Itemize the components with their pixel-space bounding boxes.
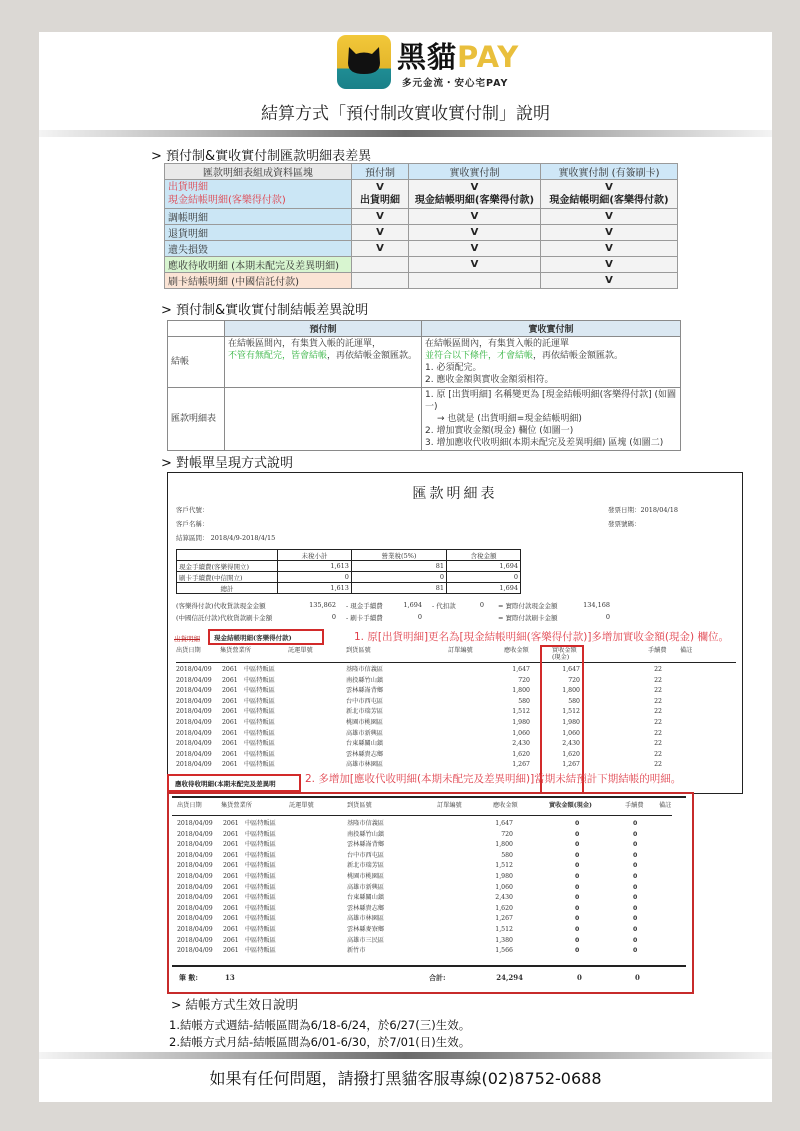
cell: 2018/04/09 xyxy=(177,830,213,838)
logo-wordmark xyxy=(397,42,519,72)
cell: 新北市瑞芳區 xyxy=(347,862,385,870)
document-page xyxy=(39,32,772,1102)
table-row xyxy=(177,925,687,936)
cell: 高雄市新興區 xyxy=(346,729,384,737)
cell: 2061 xyxy=(222,708,238,716)
col-header: 預付制 xyxy=(352,164,409,180)
cell: 中區特販區 xyxy=(245,830,276,838)
cell: 中區特販區 xyxy=(245,820,276,827)
cell: 0 xyxy=(633,820,638,827)
cell: 2061 xyxy=(223,820,239,827)
cell: 2061 xyxy=(223,830,239,838)
section4-heading: > 結帳方式生效日說明 xyxy=(171,997,298,1012)
settlement-table xyxy=(167,320,681,451)
cell: 1,060 xyxy=(512,729,530,737)
section3-heading: > 對帳單呈現方式說明 xyxy=(161,456,294,471)
cell: 0 xyxy=(633,925,638,933)
cell: 1,267 xyxy=(495,915,513,923)
cell: 0 xyxy=(633,894,638,902)
cell: 1,800 xyxy=(495,841,513,849)
cell: 2018/04/09 xyxy=(177,894,213,902)
cell: 中區特販區 xyxy=(244,676,275,684)
pending-header: 出貨日期 集貨營業所 託運單號 到貨區號 訂單編號 應收金額 實收金額(現金) 手續費 備註 xyxy=(177,802,672,809)
cell: 2061 xyxy=(222,761,238,769)
table-row xyxy=(177,946,687,957)
cell: 中區特販區 xyxy=(245,851,276,859)
cell: 1,512 xyxy=(495,862,513,870)
col-header: 實收實付制 (有簽刷卡) xyxy=(541,164,678,180)
pending-statement xyxy=(167,792,694,994)
cell: 2018/04/09 xyxy=(176,718,212,726)
cell: 2,430 xyxy=(495,894,513,902)
contact-line: 如果有任何問題，請撥打黑貓客服專線(02)8752-0688 xyxy=(209,1069,602,1088)
cell: 2018/04/09 xyxy=(177,820,213,827)
table-row: 應收待收明細 (本期未配完及差異明細) V V xyxy=(165,257,678,273)
remittance-statement: 匯款明細表 客戶代號： 客戶名稱： 結算區間： 2018/4/9-2018/4/15 發票日期：2018/04/18 發票號碼： 未稅小計 營業稅(5%) 含稅金額 現金手續費(客樂得開立) 1,613 81 1,694 刷卡手續費(中信開立) 0 0 0 總計 1,613 81 1,694 (客樂得付款)代收貨款現金金額 135,862 - 現金手續費 1,694 - 代扣款 0 = 實際付款現金金額 134,168 (中國信託付款)代收貨款刷卡金額 0 - 刷卡手續費 0 = 實際付款刷卡金額 0 出貨明細 現金結帳明細(客樂得付款) 出貨日期 集貨營業所 託運單號 到貨區號 訂單編號 應收金額 實收金額(現金) 手續費 備註 2018/04/09 2061 中區特販區 基隆市信義區 1,647 1,647 22 2018/04/09 2061 中區特販區 南投縣竹山鎮 720 720 22 2018/04/09 2061 中區特販區 雲林縣崙背鄉 1,800 1,800 22 2018/04/09 2061 中區特販區 台中市西屯區 580 580 22 2018/04/09 2061 中區特販區 新北市瑞芳區 1,512 1,512 22 2018/04/09 2061 中區特販區 桃園市桃園區 1,980 1,980 22 2018/04/09 2061 中區特販區 高雄市新興區 1,060 1,060 22 2018/04/09 2061 中區特販區 台東縣關山鎮 2,430 2,430 22 2018/04/09 2061 中區特販區 雲林縣貴志鄉 1,620 1,620 22 2018/04/09 2061 中區特販區 高雄市林園區 1,267 1,267 22 xyxy=(167,472,743,794)
cell: 中區特販區 xyxy=(245,894,276,902)
invoice-number-label: 發票號碼： xyxy=(608,520,641,528)
cell: 基隆市信義區 xyxy=(347,820,385,827)
cell: 台中市西屯區 xyxy=(347,851,385,859)
cell: 0 xyxy=(575,936,580,944)
cell: 新竹市 xyxy=(347,947,366,955)
customer-code-label: 客戶代號： xyxy=(176,506,209,514)
cell: 中區特販區 xyxy=(245,925,276,933)
cell: 基隆市信義區 xyxy=(346,666,384,673)
cell: 0 xyxy=(633,904,638,912)
fee-table: 未稅小計 營業稅(5%) 含稅金額 現金手續費(客樂得開立) 1,613 81 1,694 刷卡手續費(中信開立) 0 0 0 總計 1,613 81 1,694 xyxy=(176,549,521,594)
effective-date-monthly: 2.結帳方式月結-結帳區間為6/01-6/30，於7/01(日)生效。 xyxy=(169,1035,471,1049)
count-label: 筆 數: xyxy=(179,973,199,982)
cell: 1,620 xyxy=(562,750,580,758)
detail-header: 出貨日期 集貨營業所 託運單號 到貨區號 訂單編號 應收金額 實收金額(現金) 手續費 備註 xyxy=(176,647,693,661)
cell: 0 xyxy=(575,904,580,912)
cell: 中區特販區 xyxy=(244,750,275,758)
cell: 0 xyxy=(575,883,580,891)
cell: 580 xyxy=(518,697,530,705)
cell: 0 xyxy=(633,883,638,891)
cell: 0 xyxy=(633,841,638,849)
cell: 高雄市新興區 xyxy=(347,883,385,891)
pending-rows xyxy=(177,819,687,957)
cell: 2061 xyxy=(222,718,238,726)
table-row xyxy=(176,750,736,761)
table-row: 退貨明細 V V V xyxy=(165,225,678,241)
cell: 雲林縣崙背鄉 xyxy=(347,841,385,849)
cell: 2061 xyxy=(223,904,239,912)
cell: 2018/04/09 xyxy=(176,761,212,769)
cell: 22 xyxy=(654,697,662,705)
cell: 22 xyxy=(654,729,662,737)
cell: 2018/04/09 xyxy=(177,883,213,891)
page-title: 結算方式「預付制改實收實付制」說明 xyxy=(261,104,550,124)
cell: 2018/04/09 xyxy=(176,729,212,737)
cell: 1,800 xyxy=(512,687,530,695)
cell: 2018/04/09 xyxy=(176,708,212,716)
cell: 2061 xyxy=(223,947,239,955)
note-1: 1. 原[出貨明細]更名為[現金結帳明細(客樂得付款)]多增加實收金額(現金) 欄位。 xyxy=(354,631,729,643)
cell: 桃園市桃園區 xyxy=(346,718,384,726)
cell: 台東縣關山鎮 xyxy=(347,894,385,902)
cell: 中區特販區 xyxy=(244,718,275,726)
cell: 高雄市林園區 xyxy=(346,761,384,769)
difference-table xyxy=(164,163,678,289)
cell: 2018/04/09 xyxy=(176,676,212,684)
cell: 0 xyxy=(575,862,580,870)
cell: 桃園市桃園區 xyxy=(347,872,385,880)
table-row xyxy=(177,819,687,830)
cell: 0 xyxy=(575,915,580,923)
cell: 0 xyxy=(633,915,638,923)
pending-title-box: 應收待收明細(本期未配完及差異明 xyxy=(167,774,301,792)
cell: 2061 xyxy=(223,925,239,933)
cell: 2018/04/09 xyxy=(177,904,213,912)
row-label: 出貨明細 現金結帳明細(客樂得付款) xyxy=(165,180,352,209)
cell: 720 xyxy=(568,676,580,684)
cell: 中區特販區 xyxy=(244,761,275,769)
cell: 2061 xyxy=(222,697,238,705)
cell: 0 xyxy=(633,936,638,944)
table-row xyxy=(176,739,736,750)
cell: 2018/04/09 xyxy=(176,750,212,758)
section1-heading: > 預付制&實收實付制匯款明細表差異 xyxy=(151,149,372,164)
cell: 0 xyxy=(633,830,638,838)
cell: 2018/04/09 xyxy=(177,947,213,955)
cell: 2061 xyxy=(222,676,238,684)
cell: 中區特販區 xyxy=(244,666,275,673)
total-label: 合計: xyxy=(429,973,446,982)
table-row xyxy=(177,840,687,851)
customer-name-label: 客戶名稱： xyxy=(176,520,209,528)
table-row: 調帳明細 V V V xyxy=(165,209,678,225)
cell: 中區特販區 xyxy=(245,915,276,923)
cell: 中區特販區 xyxy=(245,841,276,849)
corner-cell xyxy=(168,321,225,337)
cell: 中區特販區 xyxy=(245,947,276,955)
pending-totals xyxy=(179,973,684,983)
period-label: 結算區間： xyxy=(176,534,209,542)
cell: 2018/04/09 xyxy=(177,872,213,880)
cell: 2018/04/09 xyxy=(177,915,213,923)
note-2: 2. 多增加[應收代收明細(本期未配完及差異明細)]當期未結預計下期結帳的明細。 xyxy=(305,773,682,785)
cell: 2,430 xyxy=(512,740,530,748)
cell: 中區特販區 xyxy=(244,687,275,695)
cell: 580 xyxy=(568,697,580,705)
cell: 1,380 xyxy=(495,936,513,944)
table-row xyxy=(176,718,736,729)
struck-label: 出貨明細 xyxy=(174,635,200,643)
statement-title: 匯款明細表 xyxy=(412,486,498,502)
cell: 2061 xyxy=(223,872,239,880)
cell: 中區特販區 xyxy=(244,697,275,705)
cell: 2018/04/09 xyxy=(177,925,213,933)
cell: 0 xyxy=(575,947,580,955)
cell: 22 xyxy=(654,718,662,726)
cell: 2061 xyxy=(222,666,238,673)
cell: 2061 xyxy=(222,740,238,748)
col-header: 匯款明細表組成資料區塊 xyxy=(165,164,352,180)
effective-date-weekly: 1.結帳方式週結-結帳區間為6/18-6/24，於6/27(三)生效。 xyxy=(169,1018,471,1032)
cell: 0 xyxy=(575,820,580,827)
cell: 2018/04/09 xyxy=(177,862,213,870)
table-row xyxy=(177,936,687,947)
cell: 2061 xyxy=(223,936,239,944)
cell: 1,566 xyxy=(495,947,513,955)
table-row xyxy=(177,861,687,872)
table-row xyxy=(176,686,736,697)
cell: 2018/04/09 xyxy=(176,740,212,748)
cell: 1,267 xyxy=(512,761,530,769)
logo-brand-en: PAY xyxy=(457,40,520,74)
cell: 高雄市三民區 xyxy=(347,936,385,944)
table-row xyxy=(176,665,736,676)
cell: 中區特販區 xyxy=(245,883,276,891)
cell: 雲林縣貴志鄉 xyxy=(346,750,384,758)
cell: 22 xyxy=(654,676,662,684)
table-row xyxy=(176,697,736,708)
table-row xyxy=(177,872,687,883)
cell: 中區特販區 xyxy=(244,729,275,737)
cell: 1,060 xyxy=(495,883,513,891)
cell: 1,647 xyxy=(495,820,513,827)
table-row xyxy=(177,851,687,862)
cell: 1,980 xyxy=(495,872,513,880)
section2-heading: > 預付制&實收實付制結帳差異說明 xyxy=(161,303,369,318)
cell: 22 xyxy=(654,740,662,748)
cell: 1,620 xyxy=(512,750,530,758)
cell: 中區特販區 xyxy=(245,862,276,870)
table-row xyxy=(177,830,687,841)
table-row xyxy=(177,893,687,904)
total-amount: 24,294 xyxy=(496,973,523,982)
summary-line-cash: (客樂得付款)代收貨款現金金額 135,862 - 現金手續費 1,694 - 代扣款 0 = 實際付款現金金額 134,168 xyxy=(176,601,610,610)
table-row xyxy=(176,707,736,718)
cell: 2018/04/09 xyxy=(177,936,213,944)
cell: 0 xyxy=(575,830,580,838)
cell: 雲林縣麥寮鄉 xyxy=(347,925,385,933)
col-header: 實收實付制 xyxy=(422,321,681,337)
total-fee: 0 xyxy=(635,973,640,982)
cell: 2018/04/09 xyxy=(177,841,213,849)
cell: 2061 xyxy=(223,915,239,923)
total-actual: 0 xyxy=(577,973,582,982)
table-row: 匯款明細表 1. 原 [出貨明細] 名稱變更為 [現金結帳明細(客樂得付款] (如圖一) → 也就是 (出貨明細=現金結帳明細) 2. 增加實收金額(現金) 欄位 (如圖一) 3. 增加應收代收明細(本期未配完及差異明細) 區塊 (如圖二) xyxy=(168,388,681,451)
summary-line-card: (中國信託付款)代收貨款刷卡金額 0 - 刷卡手續費 0 = 實際付款刷卡金額 0 xyxy=(176,613,610,622)
cell: 1,512 xyxy=(562,708,580,716)
table-row xyxy=(176,760,736,771)
cell: 1,267 xyxy=(562,761,580,769)
cat-icon xyxy=(346,45,382,75)
cell: 22 xyxy=(654,708,662,716)
cell: 高雄市林園區 xyxy=(347,915,385,923)
logo-icon xyxy=(337,35,391,89)
table-row: 結帳 在結帳區間內，有集貨入帳的託運單， 不管有無配完，皆會結帳，再依結帳金額匯款。 在結帳區間內，有集貨入帳的託運單 並符合以下條件，才會結帳，再依結帳金額匯款。 1. 必須配完。 2. 應收金額與實收金額須相符。 xyxy=(168,337,681,388)
cell: 720 xyxy=(501,830,513,838)
table-row: 刷卡結帳明細 (中國信託付款) V xyxy=(165,273,678,289)
divider xyxy=(39,130,772,137)
cell: 1,620 xyxy=(495,904,513,912)
cell: 1,060 xyxy=(562,729,580,737)
cell: 台東縣關山鎮 xyxy=(346,740,384,748)
logo-brand-cn: 黑貓 xyxy=(397,40,458,74)
cell: 2061 xyxy=(223,841,239,849)
table-row xyxy=(176,729,736,740)
cell: 1,980 xyxy=(512,718,530,726)
cell: 0 xyxy=(575,841,580,849)
detail-rows xyxy=(176,665,736,771)
cell: 1,647 xyxy=(512,666,530,673)
cell: 22 xyxy=(654,666,662,673)
table-row xyxy=(177,883,687,894)
cell: 0 xyxy=(575,894,580,902)
cell: 中區特販區 xyxy=(244,740,275,748)
cell: 22 xyxy=(654,750,662,758)
cell: 2018/04/09 xyxy=(177,851,213,859)
cell: 2061 xyxy=(223,883,239,891)
cell: 0 xyxy=(633,947,638,955)
cell: 中區特販區 xyxy=(245,936,276,944)
cell: 台中市西屯區 xyxy=(346,697,384,705)
cell: 2018/04/09 xyxy=(176,687,212,695)
table-row xyxy=(176,676,736,687)
cell: 2018/04/09 xyxy=(176,697,212,705)
invoice-date: 2018/04/18 xyxy=(640,506,678,514)
table-row xyxy=(177,914,687,925)
table-row: 出貨明細 現金結帳明細(客樂得付款) V 出貨明細 V 現金結帳明細(客樂得付款) V 現金結帳明細(客樂得付款) xyxy=(165,180,678,209)
cell: 雲林縣崙背鄉 xyxy=(346,687,384,695)
cell: 580 xyxy=(501,851,513,859)
cell: 2061 xyxy=(223,894,239,902)
cell: 22 xyxy=(654,761,662,769)
logo-tagline: 多元金流・安心宅PAY xyxy=(402,78,509,89)
cell: 2061 xyxy=(222,750,238,758)
cell: 0 xyxy=(575,851,580,859)
cell: 720 xyxy=(518,676,530,684)
cell: 22 xyxy=(654,687,662,695)
cell: 中區特販區 xyxy=(245,872,276,880)
cell: 2061 xyxy=(223,851,239,859)
divider xyxy=(39,1052,772,1059)
cell: 0 xyxy=(575,925,580,933)
cell: 0 xyxy=(633,851,638,859)
cell: 2,430 xyxy=(562,740,580,748)
cell: 1,980 xyxy=(562,718,580,726)
table-row: 遺失損毀 V V V xyxy=(165,241,678,257)
cell: 2061 xyxy=(222,729,238,737)
period-value: 2018/4/9-2018/4/15 xyxy=(210,534,276,542)
cell: 0 xyxy=(575,872,580,880)
cell: 1,512 xyxy=(512,708,530,716)
cell: 0 xyxy=(633,872,638,880)
cell: 中區特販區 xyxy=(245,904,276,912)
cell: 2061 xyxy=(222,687,238,695)
cell: 1,512 xyxy=(495,925,513,933)
cell: 0 xyxy=(633,862,638,870)
cell: 2061 xyxy=(223,862,239,870)
col-header: 實收實付制 xyxy=(409,164,541,180)
cell: 中區特販區 xyxy=(244,708,275,716)
cell: 南投縣竹山鎮 xyxy=(347,830,385,838)
table-row xyxy=(177,904,687,915)
renamed-highlight-box: 現金結帳明細(客樂得付款) xyxy=(208,629,324,645)
cell: 1,647 xyxy=(562,666,580,673)
col-header: 預付制 xyxy=(225,321,422,337)
cell: 南投縣竹山鎮 xyxy=(346,676,384,684)
cell: 雲林縣貴志鄉 xyxy=(347,904,385,912)
cell: 新北市瑞芳區 xyxy=(346,708,384,716)
count-value: 13 xyxy=(225,973,235,982)
divider xyxy=(176,662,736,663)
cell: 1,800 xyxy=(562,687,580,695)
cell: 2018/04/09 xyxy=(176,666,212,673)
